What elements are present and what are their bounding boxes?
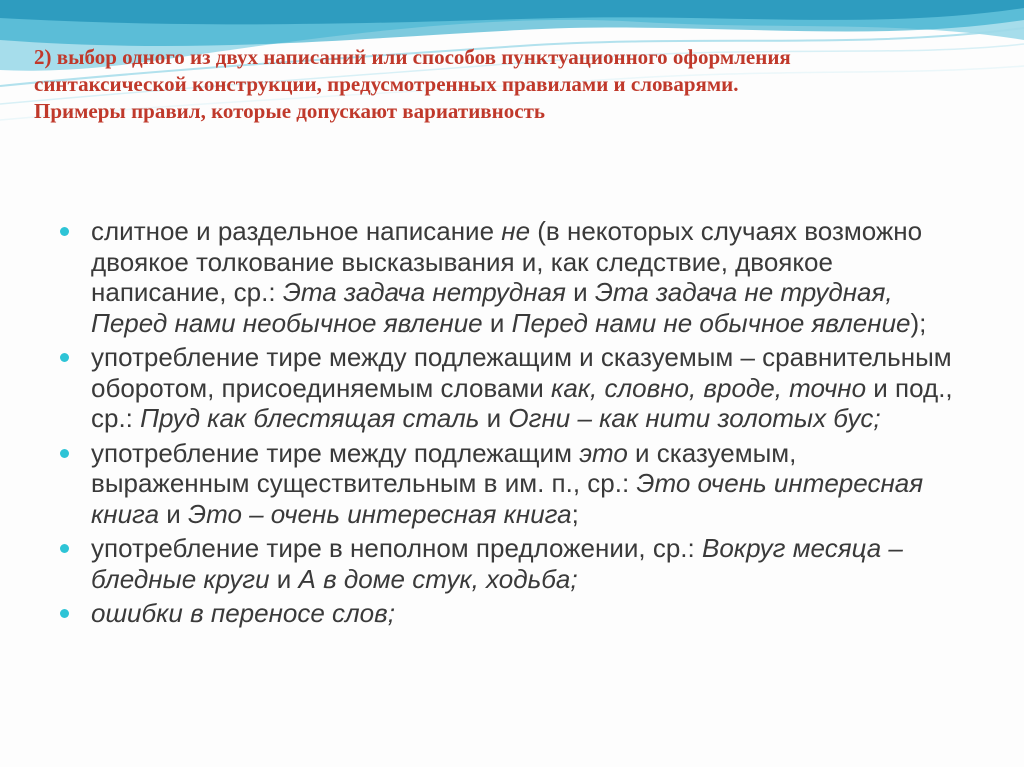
bullet-dot-icon: [60, 609, 69, 618]
item-text: и: [479, 403, 509, 433]
bullet-dot-icon: [60, 353, 69, 362]
item-text-italic: Это очень интересная книга: [91, 468, 924, 529]
item-text-italic: это: [579, 437, 628, 468]
list-item: [56, 533, 956, 594]
item-text-italic: ошибки в переносе слов;: [91, 598, 395, 628]
item-text: и: [565, 277, 595, 307]
item-text-italic: Вокруг месяца – бледные круги: [91, 533, 903, 594]
slide-title: [34, 44, 994, 125]
list-item: [56, 598, 956, 629]
item-text: и: [482, 307, 512, 338]
item-text: и: [159, 498, 189, 529]
title-line-2: синтаксической конструкции, предусмотренных правилами и словарями.: [34, 72, 739, 96]
item-text: и под., ср.:: [91, 372, 953, 433]
list-item: [56, 216, 956, 338]
list-item: [56, 438, 956, 530]
bullet-dot-icon: [60, 449, 69, 458]
item-text-italic: не: [501, 216, 531, 246]
item-text: );: [910, 307, 927, 338]
item-text: и сказуемым, выраженным существительным в им. п., ср.:: [91, 437, 797, 498]
item-text: употребление тире между подлежащим и сказуемым – сравнительным оборотом, присоединяемым словами: [91, 342, 952, 403]
title-line-1: 2) выбор одного из двух написаний или способов пунктуационного оформления: [34, 45, 791, 69]
bullet-list: [56, 216, 956, 633]
title-line-3: Примеры правил, которые допускают вариативность: [34, 99, 545, 123]
bullet-dot-icon: [60, 544, 69, 553]
item-text: ;: [571, 498, 579, 529]
item-text-italic: Эта задача нетрудная: [282, 277, 566, 307]
item-text-italic: Перед нами не обычное явление: [511, 307, 911, 338]
item-text: слитное и раздельное написание: [91, 216, 502, 246]
bullet-dot-icon: [60, 227, 69, 236]
item-text-italic: Пруд как блестящая сталь: [140, 403, 480, 433]
item-text-italic: Это – очень интересная книга: [188, 498, 572, 529]
item-text-italic: Эта задача не трудная, Перед нами необычное явление: [91, 277, 893, 338]
item-text: (в некоторых случаях возможно двоякое толкование высказывания и, как следствие, двоякое написание, ср.:: [91, 216, 923, 307]
item-text-italic: Огни – как нити золотых бус;: [508, 403, 881, 433]
item-text: и: [269, 563, 299, 594]
item-text-italic: А в доме стук, ходьба;: [298, 563, 578, 594]
item-text: употребление тире между подлежащим: [91, 437, 580, 468]
item-text-italic: как, словно, вроде, точно: [551, 372, 867, 403]
list-item: [56, 342, 956, 434]
item-text: употребление тире в неполном предложении, ср.:: [91, 533, 702, 563]
